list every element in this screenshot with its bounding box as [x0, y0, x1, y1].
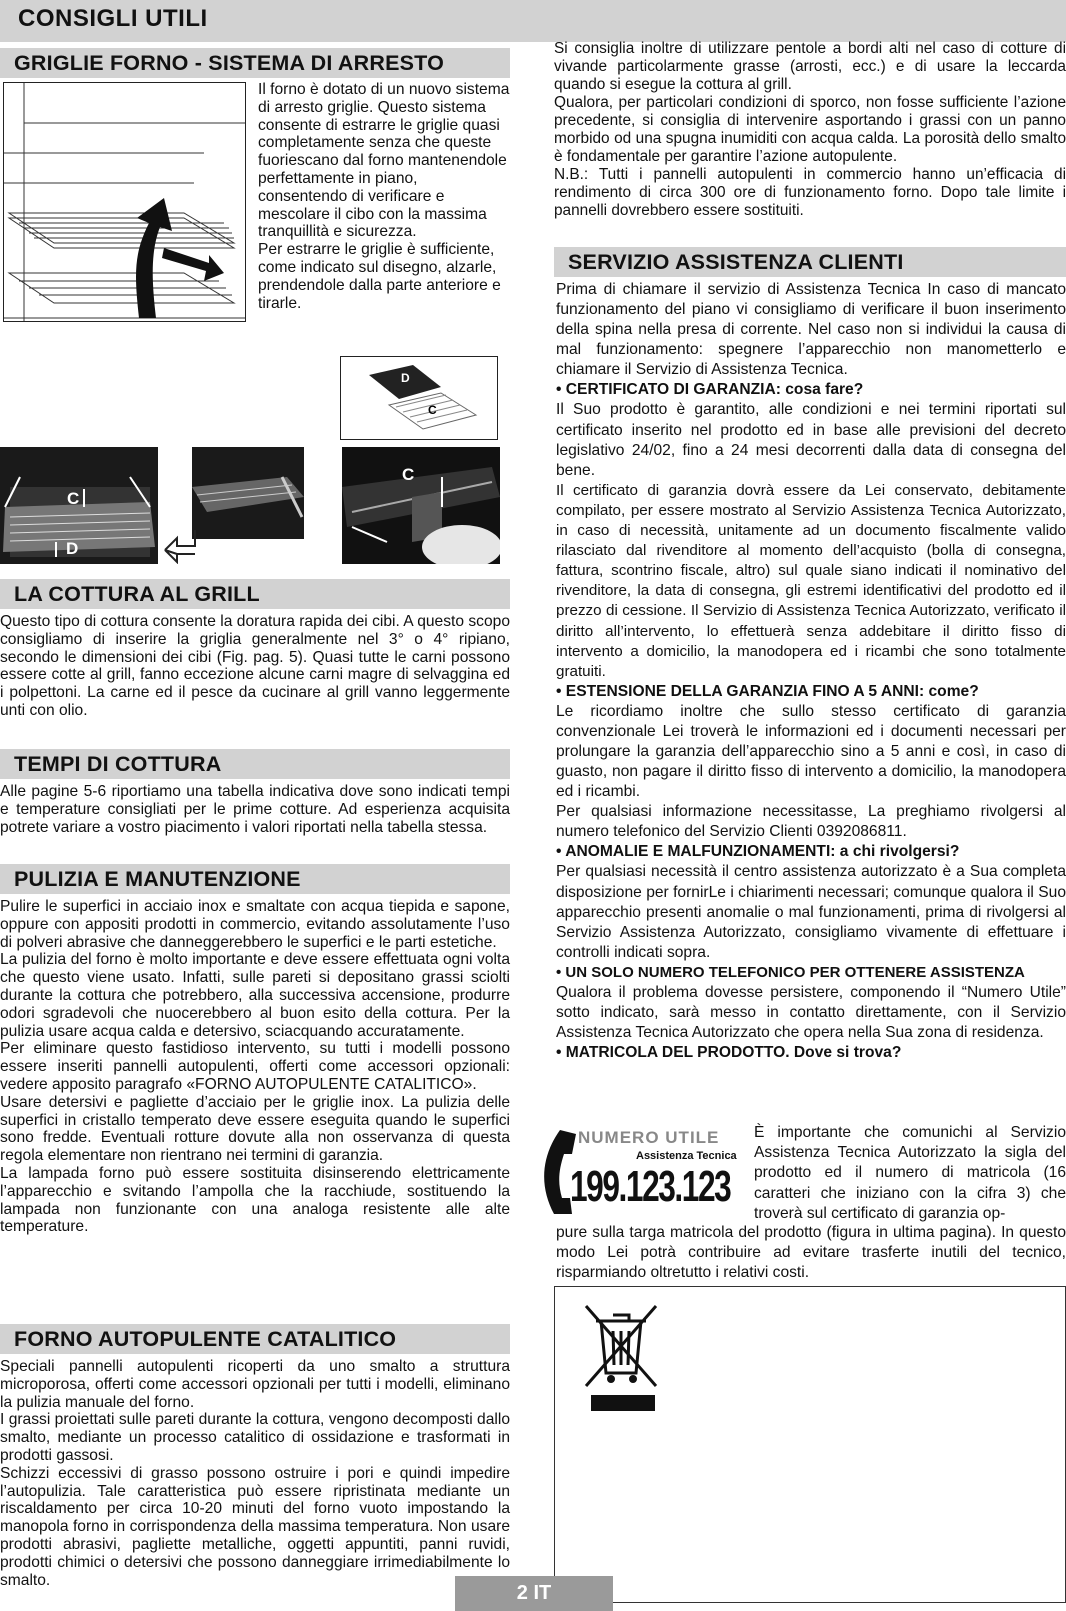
numero-utile-number: 199.123.123	[570, 1162, 731, 1211]
catalitico-paragraph-1: Speciali pannelli autopulenti ricoperti da uno smalto a struttura microporosa, offerti come accessori opzionali per tutti i modelli, eliminano la pulizia manuale del forno.	[0, 1358, 510, 1411]
right-paragraph-1: Si consiglia inoltre di utilizzare pentole a bordi alti nel caso di cotture di vivande particolarmente grasse (arrosti, ecc.) e di usare la leccarda quando si esegue la cottura al grill.	[554, 40, 1066, 93]
weee-bar	[591, 1395, 655, 1411]
pulizia-paragraph-3: Per eliminare questo fastidioso intervento, su tutti i modelli possono essere inseriti pannelli autopulenti, offerti come accessori opzionali: vedere apposito paragrafo «FORNO AUTOPULENTE CATALITICO».	[0, 1040, 510, 1093]
weee-box	[554, 1286, 1066, 1603]
estensione-paragraph-1: Le ricordiamo inoltre che sullo stesso certificato di garanzia convenzionale Lei troverà le informazioni ed i documenti necessari per prolungare la garanzia dell’apparecchio sino a 5 anni e così, in caso di guasto, non pagare il diritto fisso di intervento a domicilio, la manodopera ed i ricambi.	[556, 702, 1066, 801]
griglie-paragraph-1: Il forno è dotato di un nuovo sistema di arresto griglie. Questo sistema consente di estrarre le griglie quasi completamente senza che queste fuoriescano dal forno mantenendole perfettamente in piano, consentendo di verificare e mescolare il cibo con la massima tranquillità e sicurezza.	[258, 81, 510, 241]
right-column-top	[554, 40, 1066, 220]
catalitico-paragraph-2: I grassi proiettati sulle pareti durante la cottura, vengono decomposti dallo smalto, mediante un processo catalitico di ossidazione e trasformati in prodotti gassosi.	[0, 1411, 510, 1464]
top-banner	[0, 0, 1066, 42]
catalitico-section	[0, 1324, 510, 1589]
grill-section	[0, 579, 510, 720]
pulizia-paragraph-4: Usare detersivi e pagliette d’acciaio per le griglie inox. La pulizia delle superfici in cristallo temperato deve essere eseguita quando le superfici sono fredde. Eventuali rotture dovute alla non osservanza di questa regola elementare non rientrano nei termini di garanzia.	[0, 1093, 510, 1165]
tempi-section	[0, 749, 510, 836]
matricola-text-wrap	[754, 1123, 1066, 1224]
matricola-text-wrap-2	[556, 1223, 1066, 1283]
label-c-small: C	[428, 403, 437, 417]
right-paragraph-2: Qualora, per particolari condizioni di sporco, non fosse sufficiente l’azione precedente, si consiglia di intervenire asportando i grassi con un panno morbido od una spugna inumiditi con acqua calda. La porosità dello smalto è fondamentale per garantire l’azione autopulente.	[554, 94, 1066, 165]
matricola-paragraph-1: È importante che comunichi al Servizio Assistenza Tecnica Autorizzato la sigla del prodotto ed il numero di matricola (16 caratteri che iniziano con la cifra 3) che troverà sul certificato di garanzia op-	[754, 1124, 1066, 1222]
section-title-servizio: SERVIZIO ASSISTENZA CLIENTI	[554, 247, 1066, 277]
section-title-grill: LA COTTURA AL GRILL	[0, 579, 510, 609]
heading-numero: • UN SOLO NUMERO TELEFONICO PER OTTENERE ASSISTENZA	[556, 963, 1025, 981]
section-title-pulizia: PULIZIA E MANUTENZIONE	[0, 864, 510, 894]
accessory-illustration	[340, 356, 498, 440]
section-title-griglie: GRIGLIE FORNO - SISTEMA DI ARRESTO	[0, 48, 510, 78]
servizio-section	[554, 247, 1066, 1063]
numero-utile-sub: Assistenza Tecnica	[636, 1150, 737, 1162]
tempi-paragraph: Alle pagine 5-6 riportiamo una tabella indicativa dove sono indicati tempi e temperature consigliati per le prime cotture. Ad esperienza acquisita potrete variare a vostro piacimento i valori riportati nella tabella stessa.	[0, 783, 510, 836]
section-title-tempi: TEMPI DI COTTURA	[0, 749, 510, 779]
matricola-paragraph-2: pure sulla targa matricola del prodotto (figura in ultima pagina). In questo modo Lei potrà contribuire ad evitare trasferte inutili del tecnico, risparmiando oltretutto i relativi costi.	[556, 1224, 1066, 1282]
rack-illustration	[3, 82, 246, 322]
heading-anomalie: • ANOMALIE E MALFUNZIONAMENTI: a chi rivolgersi?	[556, 843, 960, 861]
label-c-photo3: C	[402, 465, 415, 484]
pulizia-section	[0, 864, 510, 1236]
right-paragraph-3: N.B.: Tutti i pannelli autopulenti in commercio hanno un’efficacia di rendimento di circa 300 ore di funzionamento forno. Dopo tale limite i pannelli dovrebbero essere sostituiti.	[554, 166, 1066, 219]
griglie-text	[258, 81, 510, 312]
heading-certificato: • CERTIFICATO DI GARANZIA: cosa fare?	[556, 381, 864, 399]
certificato-paragraph-1: Il Suo prodotto è garantito, alle condizioni e nei termini riportati sul certificato inserito nel prodotto ed in base alle previsioni del decreto legislativo 24/02, fino a 24 mesi decorrenti dalla data di consegna del bene.	[556, 401, 1066, 479]
heading-matricola: • MATRICOLA DEL PRODOTTO. Dove si trova?	[556, 1044, 902, 1062]
section-title-catalitico: FORNO AUTOPULENTE CATALITICO	[0, 1324, 510, 1354]
page-title: CONSIGLI UTILI	[18, 5, 208, 32]
pulizia-paragraph-1: Pulire le superfici in acciaio inox e smaltate con acqua tiepida e sapone, oppure con appositi prodotti in commercio, evitando assolutamente l’uso di polveri abrasive che danneggerebbero le superfici e le parti estetiche.	[0, 898, 510, 951]
crossed-bin-icon	[581, 1301, 661, 1401]
arrow-left-icon	[163, 528, 197, 564]
label-d-photo1: D	[66, 539, 79, 558]
numero-utile-label: NUMERO UTILE	[578, 1128, 720, 1147]
servizio-paragraph-1: Prima di chiamare il servizio di Assistenza Tecnica In caso di mancato funzionamento del piano vi consigliamo di verificare il buon inserimento della spina nella presa di corrente. Nel caso non si individui la causa di mal funzionamento: spegnere l’apparecchio non manometterlo e chiamare il Servizio di Assistenza Tecnica.	[556, 281, 1066, 379]
oven-photo-1	[0, 447, 158, 564]
numero-paragraph: Qualora il problema dovesse persistere, componendo il “Numero Utile” sotto indicato, sarà messo in contatto direttamente, con il Servizio Assistenza Tecnica Autorizzato che opera nella Sua zona di residenza.	[556, 983, 1066, 1042]
pulizia-paragraph-5: La lampada forno può essere sostituita disinserendo elettricamente l’apparecchio e svitando l’ampolla che la racchiude, sostituendo la lampada non funzionante con una analoga resistente alle alte temperature.	[0, 1164, 510, 1236]
label-d-small: D	[401, 371, 410, 385]
catalitico-paragraph-3: Schizzi eccessivi di grasso possono ostruire i pori e quindi impedire l’autopulizia. Tale caratteristica può essere ripristinata mediante un riscaldamento per circa 10-20 minuti del forno vuoto impostando la manopola forno in corrispondenza della massima temperatura. Non usare prodotti abrasivi, pagliette metalliche, oggetti appuntiti, panni ruvidi, prodotti chimici o detersivi che possono danneggiare irrimediabilmente lo smalto.	[0, 1464, 510, 1589]
heading-estensione: • ESTENSIONE DELLA GARANZIA FINO A 5 ANNI: come?	[556, 682, 979, 700]
label-c-photo1: C	[67, 489, 80, 508]
oven-photo-3	[342, 447, 500, 564]
estensione-paragraph-2: Per qualsiasi informazione necessitasse, La preghiamo rivolgersi al numero telefonico del Servizio Clienti 0392086811.	[556, 803, 1066, 841]
left-column	[0, 48, 510, 78]
certificato-paragraph-2: Il certificato di garanzia dovrà essere da Lei conservato, debitamente compilato, per essere mostrato al Servizio Assistenza Tecnica Autorizzato, in caso di necessità, unitamente ad un documento fiscalmente valido rilasciato dal rivenditore al momento dell’acquisto (bolla di consegna, fattura, scontrino fiscale, altro) sul quale siano indicati il nominativo del rivenditore, la data di consegna, gli estremi identificativi del prodotto ed il prezzo di cessione. Il Servizio di Assistenza Tecnica Autorizzato, verificato il diritto all’intervento, lo effettuerà senza addebitare il diritto fisso di intervento a domicilio, la manodopera ed i ricambi che sono totalmente gratuiti.	[556, 481, 1066, 680]
numero-utile-logo	[540, 1128, 748, 1216]
griglie-paragraph-2: Per estrarre le griglie è sufficiente, come indicato sul disegno, alzarle, prendendole dalla parte anteriore e tirarle.	[258, 241, 501, 312]
oven-photo-2	[192, 447, 304, 539]
pulizia-paragraph-2: La pulizia del forno è molto importante e deve essere effettuata ogni volta che questo viene usato. Infatti, sulle pareti si depositano grassi sciolti durante la cottura che potrebbero, alla successiva accensione, produrre odori sgradevoli che nuocerebbero al buon esito della cottura. Per la pulizia usare acqua calda e detersivo, sciacquando accuratamente.	[0, 951, 510, 1040]
grill-paragraph: Questo tipo di cottura consente la doratura rapida dei cibi. A questo scopo consigliamo di inserire la griglia generalmente nel 3° o 4° ripiano, secondo le dimensioni dei cibi (Fig. pag. 5). Quasi tutte le carni possono essere cotte al grill, fanno eccezione alcune carni magre di selvaggina ed i polpettoni. La carne ed il pesce da cucinare al grill vanno leggermente unti con olio.	[0, 613, 510, 719]
anomalie-paragraph: Per qualsiasi necessità il centro assistenza autorizzato è a Sua completa disposizione per fornirLe i chiarimenti necessari; comunque qualora il Suo apparecchio presenti anomalie o mal funzionamenti, prima di rivolgersi al Servizio Assistenza Autorizzato, consigliamo vivamente di effettuare i controlli indicati sopra.	[556, 863, 1066, 961]
page-number: 2 IT	[455, 1576, 613, 1611]
